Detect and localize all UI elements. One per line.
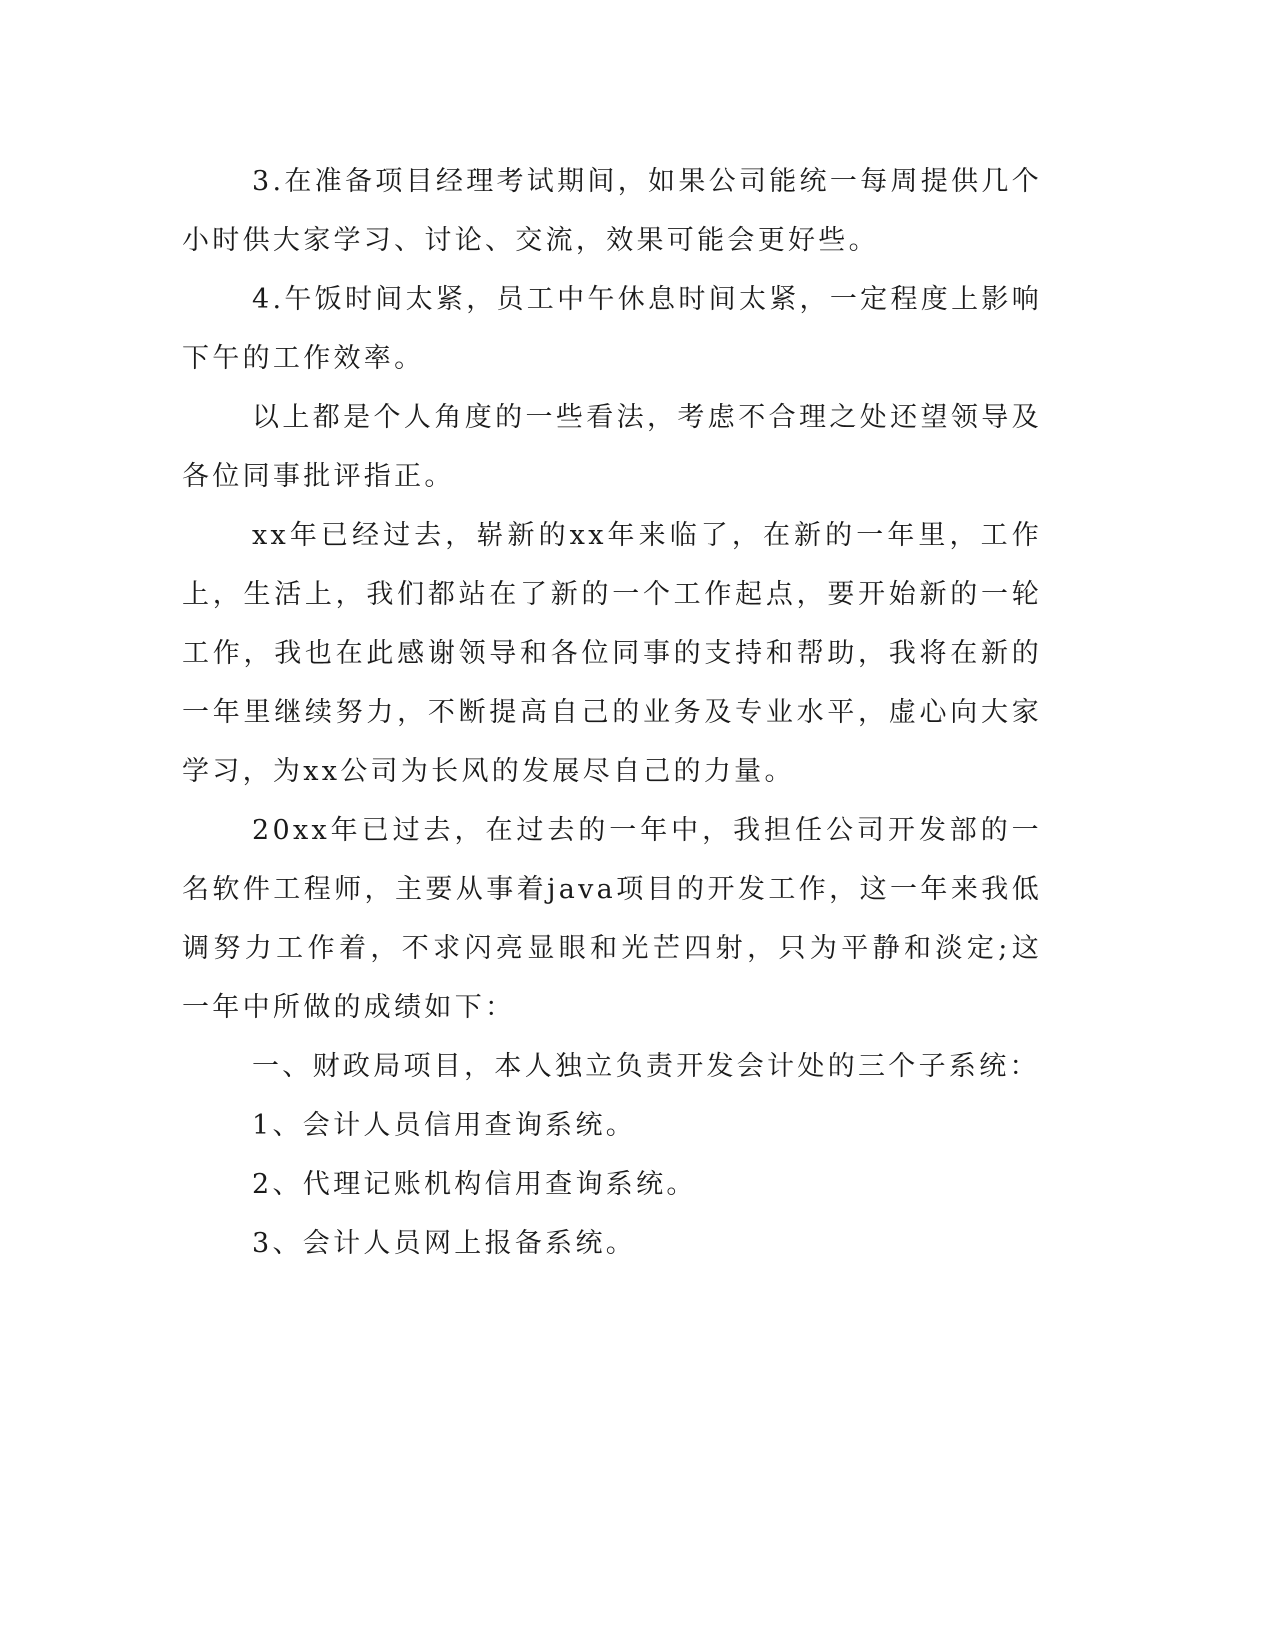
paragraph-project-heading: 一、财政局项目，本人独立负责开发会计处的三个子系统：: [252, 1051, 1040, 1082]
list-item-system-1: 1、会计人员信用查询系统。: [252, 1110, 637, 1141]
paragraph-suggestion-4: 4.午饭时间太紧，员工中午休息时间太紧，一定程度上影响下午的工作效率。: [182, 284, 1042, 374]
list-item-system-2: 2、代理记账机构信用查询系统。: [252, 1169, 697, 1200]
paragraph-year-summary: 20xx年已过去，在过去的一年中，我担任公司开发部的一名软件工程师，主要从事着java项目的开发工作，这一年来我低调努力工作着，不求闪亮显眼和光芒四射，只为平静和淡定;这一年中所做的成绩如下：: [182, 815, 1042, 1023]
paragraph-new-year: xx年已经过去，崭新的xx年来临了，在新的一年里，工作上，生活上，我们都站在了新的一个工作起点，要开始新的一轮工作，我也在此感谢领导和各位同事的支持和帮助，我将在新的一年里继续努力，不断提高自己的业务及专业水平，虚心向大家学习，为xx公司为长风的发展尽自己的力量。: [182, 520, 1042, 787]
list-item-system-3: 3、会计人员网上报备系统。: [252, 1228, 637, 1259]
paragraph-suggestion-3: 3.在准备项目经理考试期间，如果公司能统一每周提供几个小时供大家学习、讨论、交流，效果可能会更好些。: [182, 166, 1042, 256]
paragraph-closing-remark: 以上都是个人角度的一些看法，考虑不合理之处还望领导及各位同事批评指正。: [182, 402, 1042, 492]
document-body: [182, 152, 1042, 1273]
